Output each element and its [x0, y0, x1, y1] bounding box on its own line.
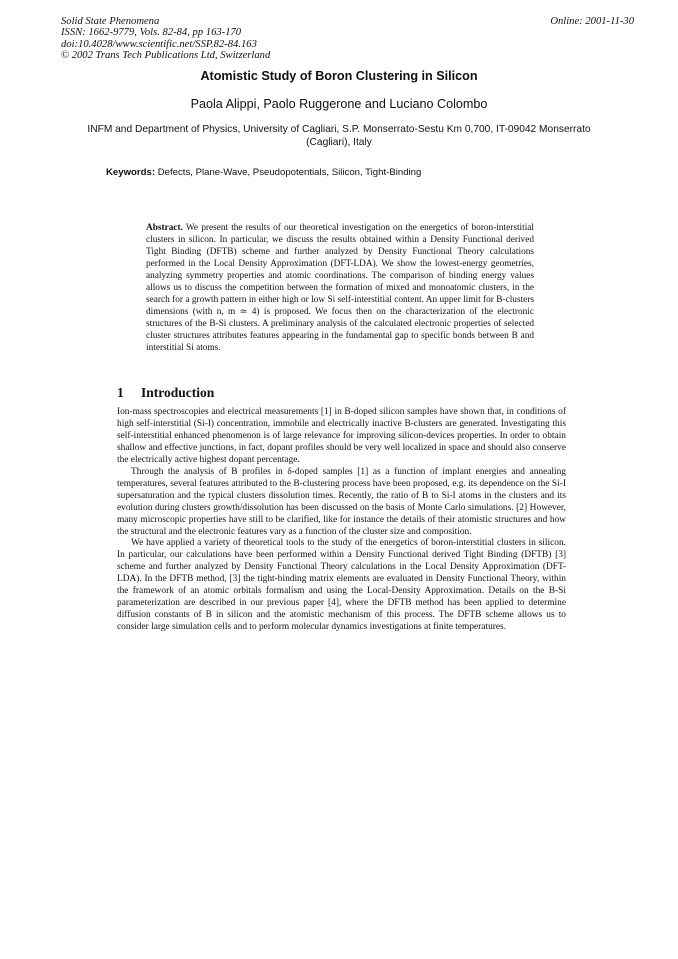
copyright-line: © 2002 Trans Tech Publications Ltd, Switzerland: [61, 50, 271, 62]
section-body: [117, 407, 566, 634]
paper-title: Atomistic Study of Boron Clustering in Silicon: [200, 69, 478, 83]
keywords-line: [106, 167, 421, 178]
abstract-block: [146, 223, 534, 354]
journal-name: Solid State Phenomena: [61, 16, 160, 27]
paragraph: Ion-mass spectroscopies and electrical measurements [1] in B-doped silicon samples have shown that, in conditions of high self-interstitial (Si-I) concentration, immobile and electrically inactive B-clusters are generated. Investigating this self-interstitial enhanced phenomenon is of large relevance for improving silicon-devices properties. In order to obtain shallow and effective junctions, in fact, dopant profiles should be very well localized in space and should also conserve the electrically active highest dopant percentage.: [117, 407, 566, 465]
paragraph: We have applied a variety of theoretical tools to the study of the energetics of boron-interstitial clusters in silicon. In particular, our calculations have been performed within a Density Functional derived Tight Binding (DFTB) [3] scheme and further analyzed by Density Functional Theory calculations in the Local Density Approximation (DFT-LDA). In the DFTB method, [3] the tight-binding matrix elements are evaluated in Density Functional Theory, within the framework of an atomic orbitals formalism and using the Local-Density Approximation. Details on the B-Si parameterization are described in our previous paper [4], where the DFTB method has been applied to determine diffusion constants of B in silicon and the atomistic mechanism of this process. The DFTB scheme allows us to consider large simulation cells and to perform molecular dynamics investigations at finite temperatures.: [117, 538, 566, 633]
section-heading: [117, 385, 214, 401]
issn-line: ISSN: 1662-9779, Vols. 82-84, pp 163-170: [61, 27, 242, 39]
section-number: 1: [117, 385, 124, 400]
paper-affiliation: INFM and Department of Physics, University of Cagliari, S.P. Monserrato-Sestu Km 0,700, IT-09042 Monserrato (Cagliari), Italy: [87, 124, 591, 148]
journal-header: [61, 16, 270, 62]
keywords-text: Defects, Plane-Wave, Pseudopotentials, Silicon, Tight-Binding: [157, 167, 422, 178]
paragraph: Through the analysis of B profiles in δ-doped samples [1] as a function of implant energies and annealing temperatures, several features attributed to the B-clustering process have been proposed, e.g. its dependence on the Si-I supersaturation and the typical clusters dissolution times. Recently, the ratio of B to Si-I atoms in the clusters and its evolution during clusters growth/dissolution has been discussed on the basis of Monte Carlo simulations. [2] However, many microscopic properties have still to be clarified, like for instance the details of their atomistic structures and how the structural and the electronic features vary as a function of the cluster size and composition.: [117, 466, 566, 537]
abstract-label: Abstract.: [146, 223, 183, 233]
online-date: Online: 2001-11-30: [550, 16, 634, 27]
doi-line: doi:10.4028/www.scientific.net/SSP.82-84.163: [61, 38, 257, 50]
section-title: Introduction: [141, 385, 215, 400]
keywords-label: Keywords:: [106, 167, 156, 178]
paper-authors: Paola Alippi, Paolo Ruggerone and Luciano Colombo: [190, 97, 488, 111]
abstract-text: We present the results of our theoretical investigation on the energetics of boron-interstitial clusters in silicon. In particular, we discuss the results obtained within a Density Functional derived Tight Binding (DFTB) scheme and further analyzed by Density Functional Theory calculations performed in the Local Density Approximation (DFT-LDA). We show the lowest-energy geometries, analyzing symmetry properties and atomic coordinations. The comparison of binding energy values allows us to discuss the competition between the formation of mixed and monoatomic clusters, in the search for a growth pattern in either high or low Si self-interstitial content. An upper limit for B-clusters dimensions (with n, m ≃ 4) is proposed. We focus then on the characterization of the electronic structures of the B-Si clusters. A preliminary analysis of the calculated electronic properties of selected cluster structures attributes features appearing in the fundamental gap to specific bonds between B and interstitial Si atoms.: [146, 223, 534, 353]
